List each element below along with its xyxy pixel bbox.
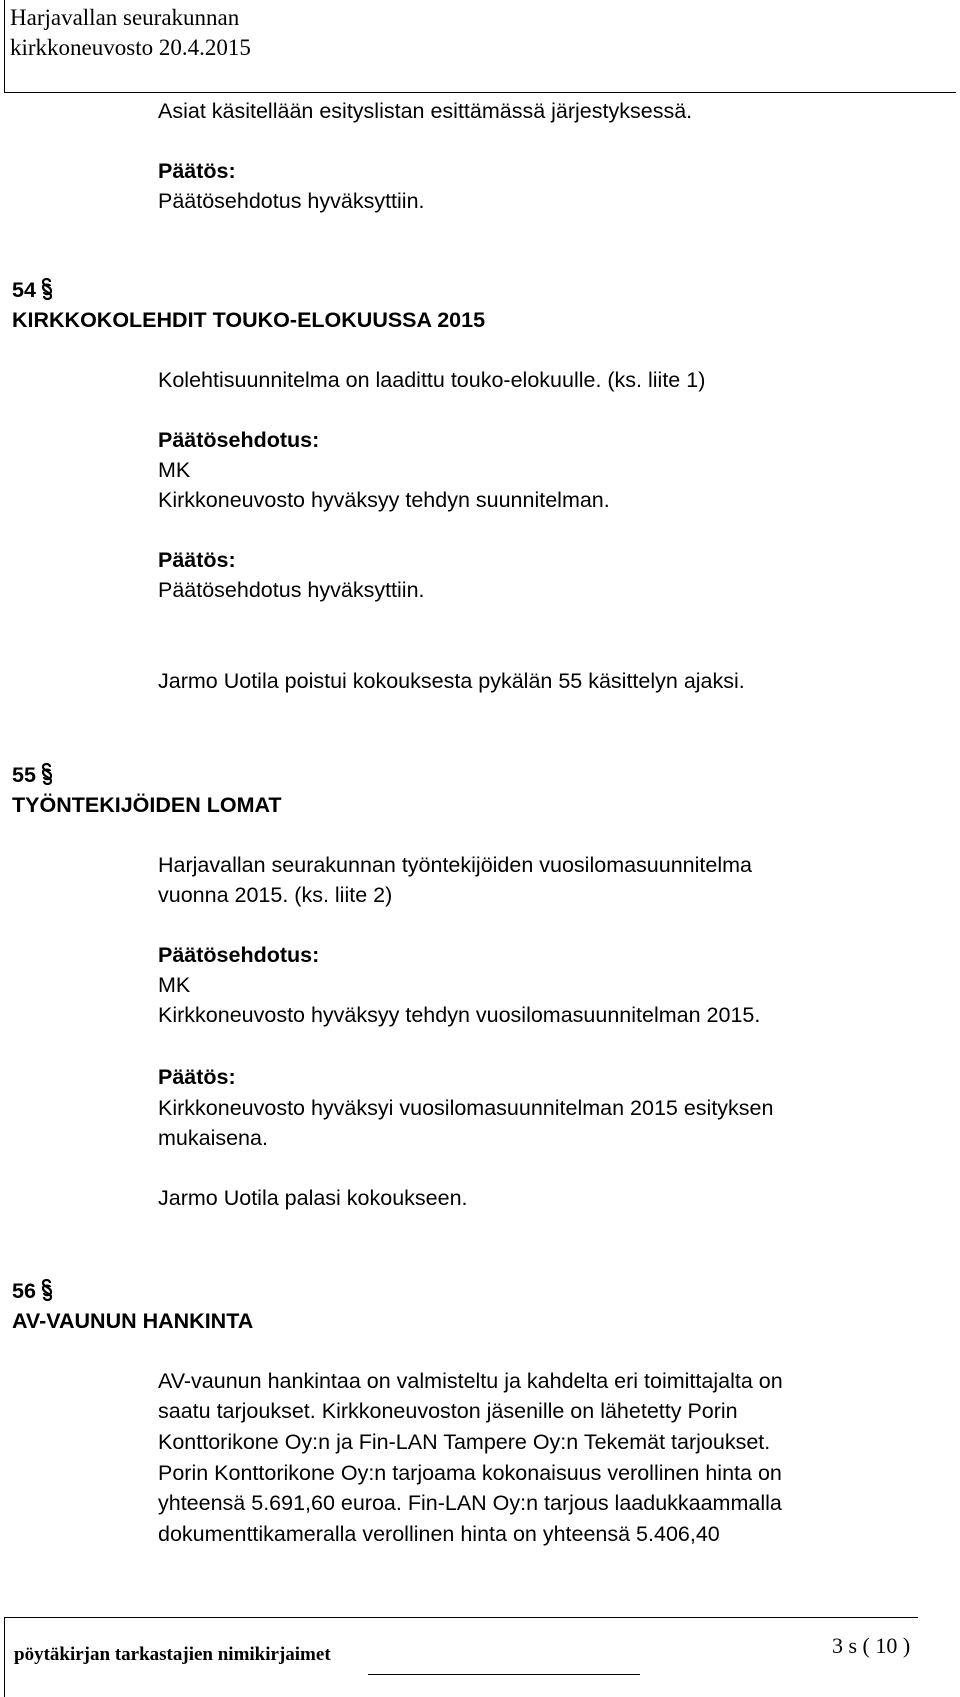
section-55-note: Jarmo Uotila palasi kokoukseen.	[158, 1186, 468, 1210]
section-sign-icon	[40, 1277, 54, 1303]
section-54-decision-label: Päätös:	[158, 548, 236, 572]
section-55-proposal-text: Kirkkoneuvosto hyväksyy tehdyn vuosilomasuunnitelman 2015.	[158, 1003, 761, 1027]
section-56-number-text: 56	[12, 1279, 36, 1303]
header-meeting: kirkkoneuvosto 20.4.2015	[10, 35, 251, 60]
header-organization: Harjavallan seurakunnan	[10, 5, 240, 30]
section-54-proposal-label: Päätösehdotus:	[158, 428, 320, 452]
section-55-decision-line: Kirkkoneuvosto hyväksyi vuosilomasuunnitelman 2015 esityksen	[158, 1096, 774, 1120]
section-54-body: Kolehtisuunnitelma on laadittu touko-elokuulle. (ks. liite 1)	[158, 368, 706, 392]
section-55-decision-label: Päätös:	[158, 1065, 236, 1089]
intro-decision-label: Päätös:	[158, 159, 236, 183]
footer-page-info: 3 s ( 10 )	[832, 1633, 911, 1658]
section-55-number-text: 55	[12, 763, 36, 787]
section-55-body-line: Harjavallan seurakunnan työntekijöiden vuosilomasuunnitelma	[158, 853, 752, 877]
page-frame-left	[4, 0, 5, 92]
footer-signature-label: pöytäkirjan tarkastajien nimikirjaimet	[14, 1644, 331, 1665]
section-55-number	[12, 760, 54, 790]
section-55-proposal-label: Päätösehdotus:	[158, 943, 320, 967]
section-56-body-line: yhteensä 5.691,60 euroa. Fin-LAN Oy:n tarjous laadukkaammalla	[158, 1491, 782, 1515]
section-56-title: AV-VAUNUN HANKINTA	[12, 1309, 254, 1333]
section-56-body-line: dokumenttikameralla verollinen hinta on yhteensä 5.406,40	[158, 1522, 720, 1546]
section-54-proposer: MK	[158, 458, 191, 482]
signature-line	[368, 1674, 640, 1675]
section-55-proposer: MK	[158, 973, 191, 997]
section-54-note: Jarmo Uotila poistui kokouksesta pykälän 55 käsittelyn ajaksi.	[158, 669, 745, 693]
section-54-title: KIRKKOKOLEHDIT TOUKO-ELOKUUSSA 2015	[12, 308, 486, 332]
intro-decision-text: Päätösehdotus hyväksyttiin.	[158, 189, 425, 213]
section-55-decision-line: mukaisena.	[158, 1126, 268, 1150]
page-frame-top	[4, 92, 956, 93]
section-56-body-line: Porin Konttorikone Oy:n tarjoama kokonaisuus verollinen hinta on	[158, 1461, 782, 1485]
section-55-body-line: vuonna 2015. (ks. liite 2)	[158, 883, 393, 907]
section-sign-icon	[40, 761, 54, 787]
section-54-number-text: 54	[12, 278, 36, 302]
footer-rule	[4, 1617, 918, 1618]
section-56-number	[12, 1276, 54, 1306]
section-sign-icon	[40, 276, 54, 302]
section-56-body-line: AV-vaunun hankintaa on valmisteltu ja kahdelta eri toimittajalta on	[158, 1369, 783, 1393]
section-56-body-line: saatu tarjoukset. Kirkkoneuvoston jäsenille on lähetetty Porin	[158, 1399, 738, 1423]
section-55-title: TYÖNTEKIJÖIDEN LOMAT	[12, 793, 282, 817]
footer-rule-left	[4, 1617, 5, 1697]
section-54-proposal-text: Kirkkoneuvosto hyväksyy tehdyn suunnitelman.	[158, 488, 610, 512]
section-56-body-line: Konttorikone Oy:n ja Fin-LAN Tampere Oy:n Tekemät tarjoukset.	[158, 1430, 771, 1454]
section-54-number	[12, 275, 54, 305]
intro-text: Asiat käsitellään esityslistan esittämässä järjestyksessä.	[158, 99, 693, 123]
section-54-decision-text: Päätösehdotus hyväksyttiin.	[158, 578, 425, 602]
